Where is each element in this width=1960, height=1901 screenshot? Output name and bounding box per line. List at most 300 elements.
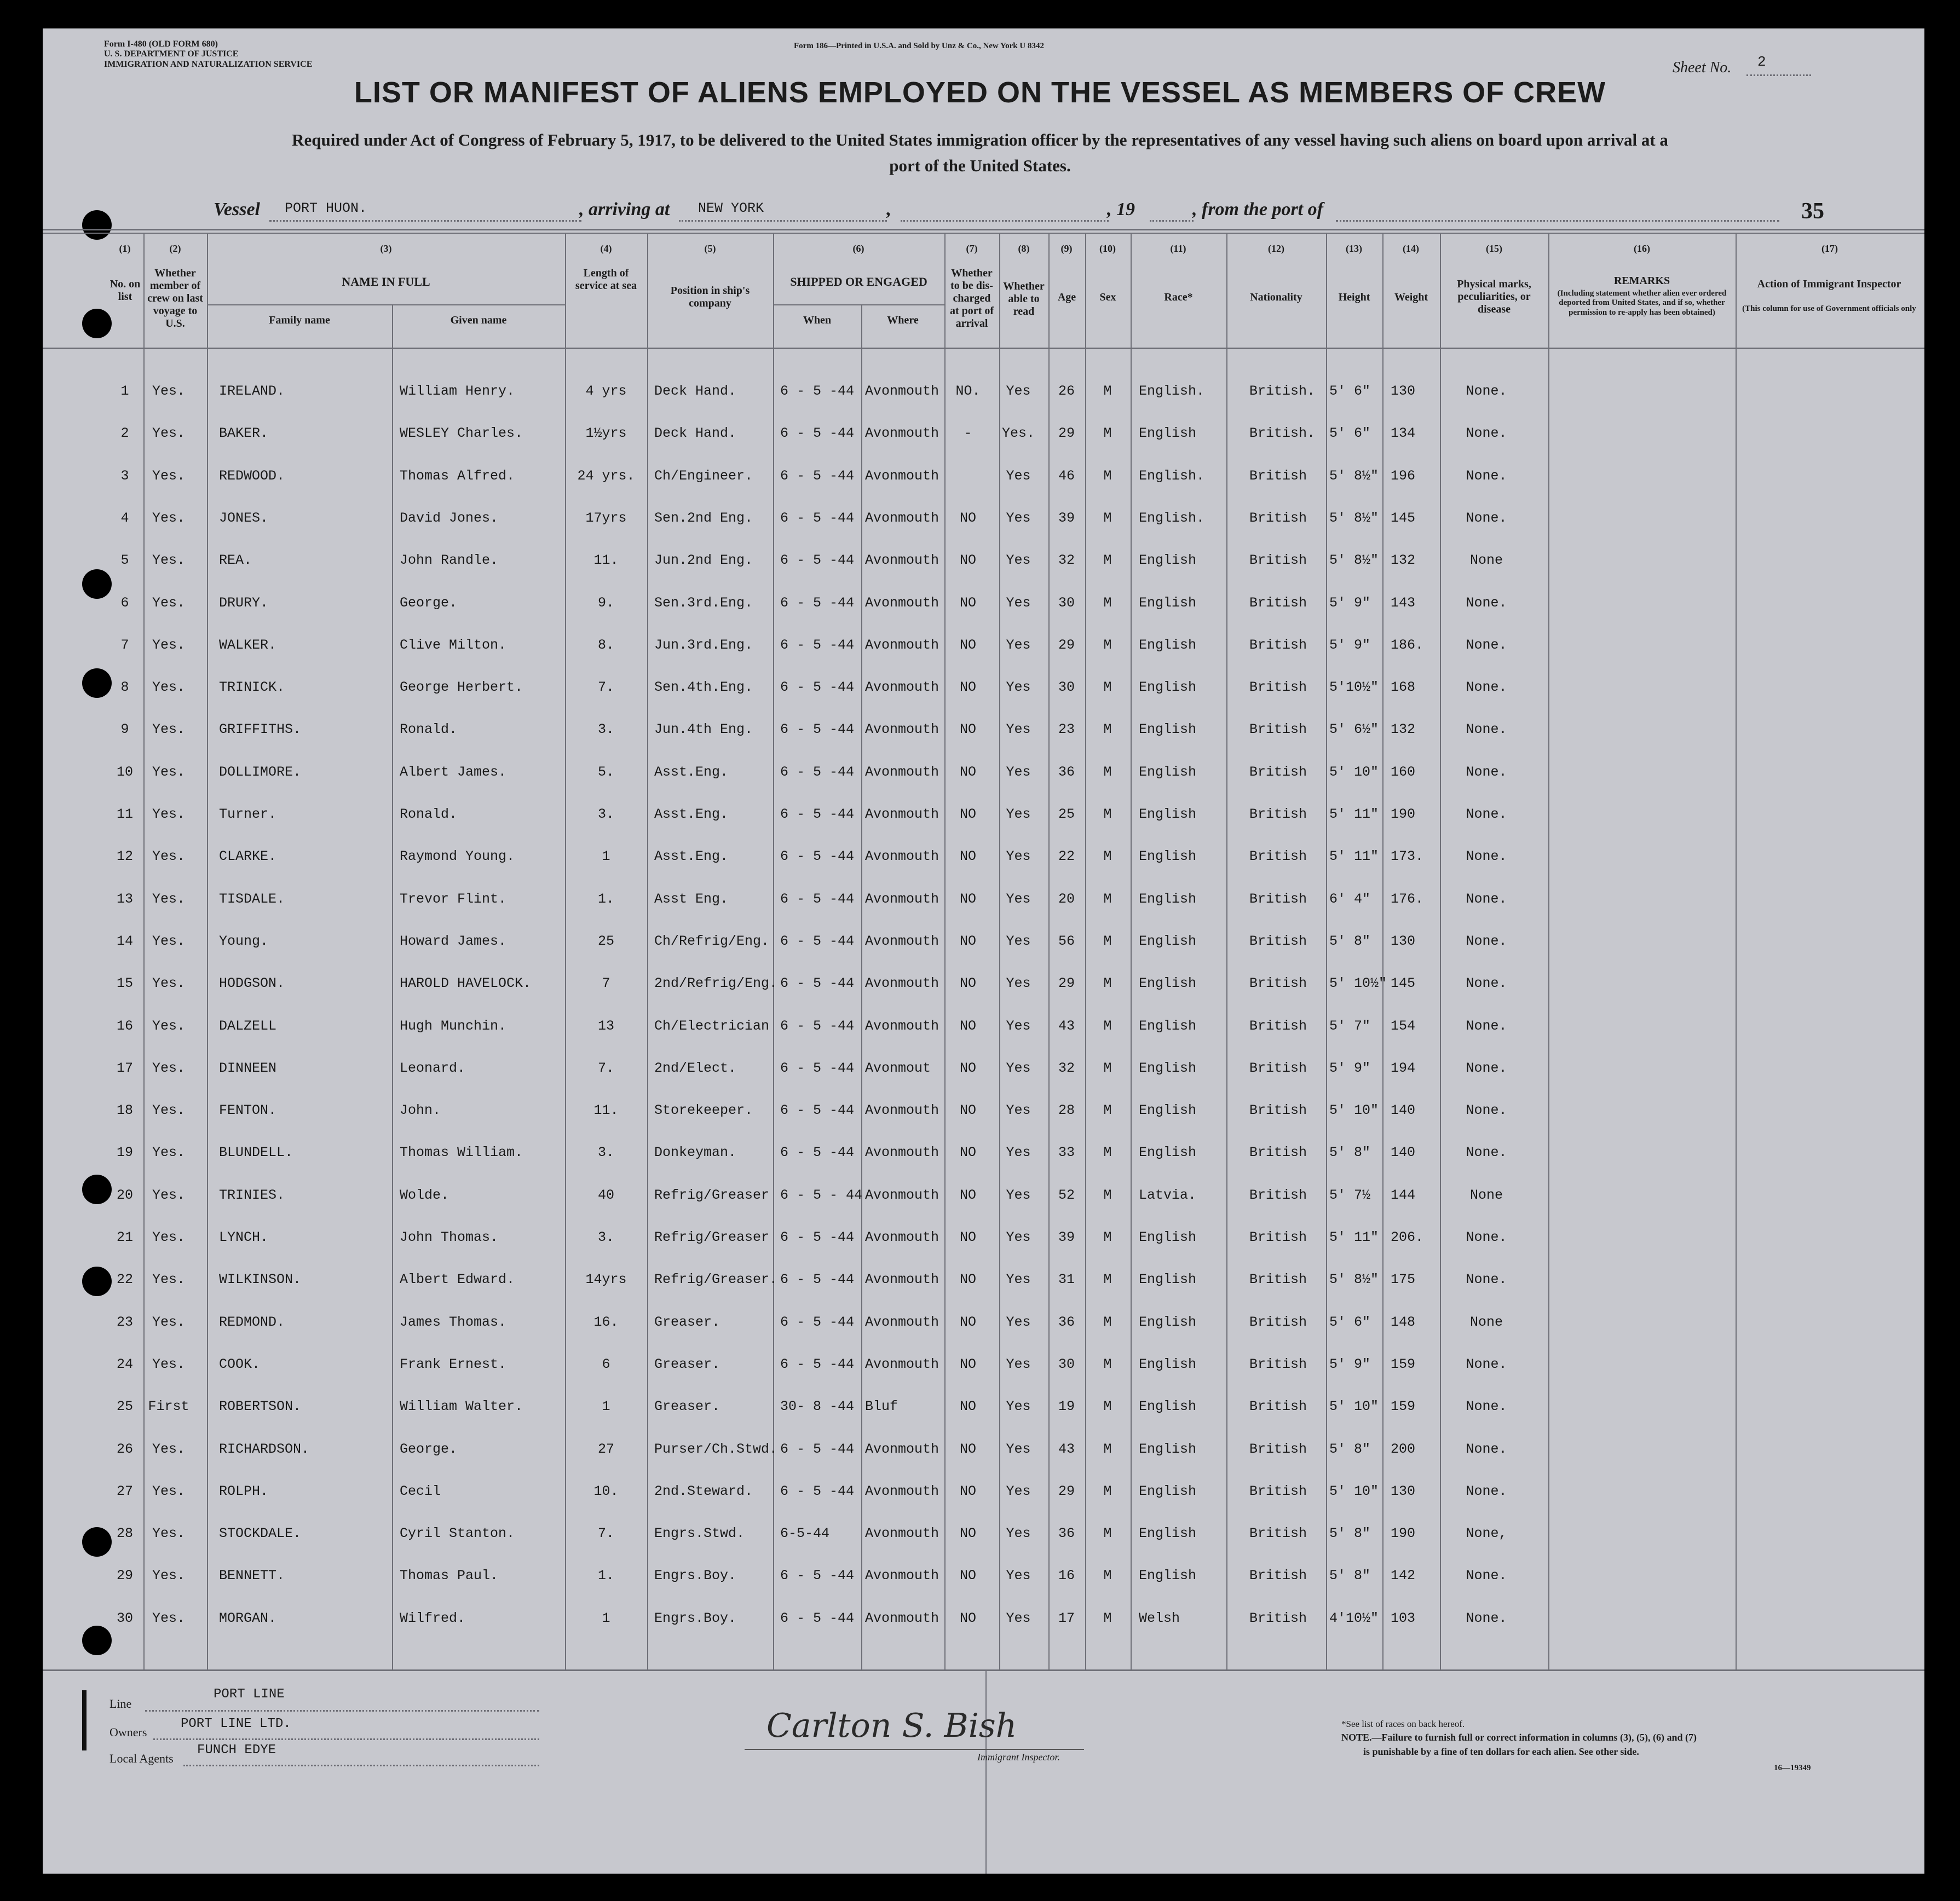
cell-position: Engrs.Boy.	[654, 1568, 737, 1584]
cell-marks: None.	[1466, 595, 1507, 611]
fine-note-2: is punishable by a fine of ten dollars for each alien. See other side.	[1363, 1746, 1639, 1757]
cell-nat: British.	[1249, 425, 1316, 441]
cell-when: 6 - 5 -44	[780, 1356, 855, 1372]
cell-discharge: NO	[959, 510, 977, 526]
cell-marks: None.	[1466, 1145, 1507, 1160]
cell-service: 25	[597, 933, 615, 949]
cell-read: Yes	[1006, 1314, 1031, 1330]
cell-read: Yes	[1006, 637, 1031, 653]
col-line	[1382, 233, 1383, 1669]
cell-weight: 159	[1391, 1356, 1416, 1372]
cell-family: COOK.	[219, 1356, 261, 1372]
cell-position: Refrig/Greaser.	[654, 1272, 778, 1287]
cell-no: 29	[116, 1568, 134, 1584]
col-line	[1226, 233, 1227, 1669]
cell-when: 6 - 5 -44	[780, 1610, 855, 1626]
cell-where: Avonmouth	[865, 595, 939, 611]
cell-race: English	[1139, 1568, 1197, 1584]
cell-weight: 168	[1391, 679, 1416, 695]
cell-when: 6 - 5 -44	[780, 383, 855, 399]
cell-weight: 132	[1391, 721, 1416, 737]
cell-prev: Yes.	[152, 637, 186, 653]
footer-bracket	[82, 1690, 87, 1750]
column-number: (4)	[600, 243, 612, 254]
cell-position: Asst Eng.	[654, 891, 729, 907]
cell-race: English	[1139, 764, 1197, 780]
cell-height: 5' 8"	[1329, 1568, 1371, 1584]
cell-no: 18	[116, 1102, 134, 1118]
cell-discharge: NO	[959, 975, 977, 991]
cell-position: Greaser.	[654, 1314, 720, 1330]
cell-service: 1½yrs	[585, 425, 627, 441]
cell-age: 39	[1058, 510, 1075, 526]
cell-where: Avonmouth	[865, 1441, 939, 1457]
cell-height: 6' 4"	[1329, 891, 1371, 907]
signature-line	[745, 1749, 1084, 1750]
cell-discharge: NO	[959, 552, 977, 568]
cell-read: Yes	[1006, 595, 1031, 611]
cell-race: English	[1139, 1272, 1197, 1287]
cell-race: Latvia.	[1139, 1187, 1197, 1203]
cell-no: 27	[116, 1483, 134, 1499]
cell-nat: British	[1249, 1441, 1307, 1457]
cell-family: DOLLIMORE.	[219, 764, 302, 780]
cell-weight: 132	[1391, 552, 1416, 568]
cell-family: LYNCH.	[219, 1229, 269, 1245]
cell-position: Ch/Engineer.	[654, 468, 753, 484]
cell-weight: 175	[1391, 1272, 1416, 1287]
cell-position: Sen.2nd Eng.	[654, 510, 753, 526]
col-line	[1440, 233, 1441, 1669]
cell-when: 6 - 5 -44	[780, 1102, 855, 1118]
punch-hole	[82, 309, 112, 338]
cell-family: WILKINSON.	[219, 1272, 302, 1287]
cell-service: 3.	[597, 1229, 615, 1245]
cell-sex: M	[1103, 1187, 1112, 1203]
cell-position: Purser/Ch.Stwd.	[654, 1441, 778, 1457]
cell-height: 5' 11"	[1329, 1229, 1379, 1245]
col-header-service: Length of service at sea	[575, 267, 637, 292]
cell-discharge: NO	[959, 1356, 977, 1372]
cell-no: 13	[116, 891, 134, 907]
cell-discharge: NO	[959, 933, 977, 949]
cell-family: JONES.	[219, 510, 269, 526]
cell-family: RICHARDSON.	[219, 1441, 310, 1457]
cell-prev: Yes.	[152, 1610, 186, 1626]
cell-discharge: -	[964, 425, 972, 441]
cell-discharge: NO	[959, 1483, 977, 1499]
cell-where: Avonmouth	[865, 552, 939, 568]
cell-no: 19	[116, 1145, 134, 1160]
cell-race: English	[1139, 552, 1197, 568]
punch-hole	[82, 1626, 112, 1655]
cell-race: English	[1139, 1441, 1197, 1457]
cell-nat: British	[1249, 637, 1307, 653]
cell-race: English	[1139, 1526, 1197, 1541]
cell-given: Ronald.	[400, 721, 458, 737]
department: U. S. DEPARTMENT OF JUSTICE	[104, 49, 239, 59]
cell-race: English	[1139, 1399, 1197, 1414]
cell-read: Yes	[1006, 848, 1031, 864]
cell-when: 6 - 5 -44	[780, 595, 855, 611]
cell-age: 29	[1058, 425, 1075, 441]
cell-prev: Yes.	[152, 848, 186, 864]
table-top-rule-2	[43, 233, 1924, 234]
cell-given: John.	[400, 1102, 441, 1118]
cell-position: Refrig/Greaser	[654, 1229, 770, 1245]
cell-family: DRURY.	[219, 595, 269, 611]
cell-read: Yes	[1006, 1356, 1031, 1372]
cell-nat: British	[1249, 1610, 1307, 1626]
cell-family: CLARKE.	[219, 848, 277, 864]
cell-sex: M	[1103, 933, 1112, 949]
cell-given: Wilfred.	[400, 1610, 466, 1626]
cell-prev: Yes.	[152, 1060, 186, 1076]
cell-weight: 145	[1391, 975, 1416, 991]
cell-marks: None.	[1466, 1568, 1507, 1584]
cell-weight: 160	[1391, 764, 1416, 780]
cell-race: English	[1139, 595, 1197, 611]
cell-age: 28	[1058, 1102, 1075, 1118]
cell-prev: Yes.	[152, 933, 186, 949]
cell-service: 7.	[597, 1060, 615, 1076]
cell-family: REA.	[219, 552, 252, 568]
cell-nat: British	[1249, 1526, 1307, 1541]
cell-height: 5' 6"	[1329, 383, 1371, 399]
cell-prev: Yes.	[152, 1187, 186, 1203]
cell-age: 52	[1058, 1187, 1075, 1203]
col-header-family: Family name	[269, 314, 330, 326]
cell-service: 3.	[597, 721, 615, 737]
cell-prev: Yes.	[152, 1526, 186, 1541]
year-line	[1150, 220, 1194, 222]
col-header-action: Action of Immigrant Inspector	[1757, 278, 1901, 290]
col-header-shipped: SHIPPED OR ENGAGED	[790, 275, 927, 288]
cell-service: 3.	[597, 806, 615, 822]
cell-given: Thomas Alfred.	[400, 468, 515, 484]
cell-position: Deck Hand.	[654, 425, 737, 441]
cell-nat: British	[1249, 806, 1307, 822]
cell-when: 6 - 5 -44	[780, 721, 855, 737]
cell-nat: British	[1249, 1568, 1307, 1584]
cell-discharge: NO	[959, 1441, 977, 1457]
cell-service: 40	[597, 1187, 615, 1203]
cell-no: 30	[116, 1610, 134, 1626]
cell-age: 29	[1058, 975, 1075, 991]
cell-given: Clive Milton.	[400, 637, 507, 653]
printer-line: Form 186—Printed in U.S.A. and Sold by Unz & Co., New York U 8342	[794, 42, 1044, 50]
cell-service: 4 yrs	[585, 383, 627, 399]
cell-no: 12	[116, 848, 134, 864]
cell-height: 5' 6"	[1329, 425, 1371, 441]
col-line	[143, 233, 145, 1669]
cell-sex: M	[1103, 891, 1112, 907]
cell-given: HAROLD HAVELOCK.	[400, 975, 532, 991]
manifest-subtitle-2: port of the United States.	[889, 156, 1071, 175]
cell-where: Avonmouth	[865, 1483, 939, 1499]
cell-family: BAKER.	[219, 425, 269, 441]
cell-prev: Yes.	[152, 721, 186, 737]
cell-discharge: NO	[959, 806, 977, 822]
cell-age: 33	[1058, 1145, 1075, 1160]
cell-no: 21	[116, 1229, 134, 1245]
cell-weight: 190	[1391, 1526, 1416, 1541]
inspector-signature: Carlton S. Bish	[766, 1707, 1017, 1745]
col-line	[392, 304, 393, 1669]
cell-read: Yes	[1006, 468, 1031, 484]
cell-race: English	[1139, 1018, 1197, 1034]
cell-sex: M	[1103, 848, 1112, 864]
cell-race: English.	[1139, 468, 1205, 484]
cell-when: 30- 8 -44	[780, 1399, 855, 1414]
column-number: (17)	[1821, 243, 1838, 254]
cell-given: WESLEY Charles.	[400, 425, 523, 441]
cell-marks: None	[1469, 552, 1503, 568]
cell-service: 14yrs	[585, 1272, 627, 1287]
cell-read: Yes	[1006, 1145, 1031, 1160]
cell-family: GRIFFITHS.	[219, 721, 302, 737]
cell-sex: M	[1103, 1060, 1112, 1076]
cell-sex: M	[1103, 1399, 1112, 1414]
cell-weight: 196	[1391, 468, 1416, 484]
cell-position: Greaser.	[654, 1399, 720, 1414]
col-line	[1326, 233, 1327, 1669]
cell-marks: None.	[1466, 721, 1507, 737]
cell-read: Yes.	[1001, 425, 1035, 441]
cell-race: English	[1139, 637, 1197, 653]
cell-race: English	[1139, 1102, 1197, 1118]
cell-discharge: NO.	[955, 383, 981, 399]
cell-read: Yes	[1006, 1610, 1031, 1626]
cell-prev: Yes.	[152, 1018, 186, 1034]
cell-height: 5' 6½"	[1329, 721, 1379, 737]
cell-weight: 144	[1391, 1187, 1416, 1203]
cell-weight: 140	[1391, 1102, 1416, 1118]
col-header-given: Given name	[450, 314, 507, 326]
cell-position: Greaser.	[654, 1356, 720, 1372]
cell-where: Avonmouth	[865, 1356, 939, 1372]
cell-where: Avonmouth	[865, 1610, 939, 1626]
cell-weight: 142	[1391, 1568, 1416, 1584]
cell-discharge: NO	[959, 637, 977, 653]
cell-position: Engrs.Boy.	[654, 1610, 737, 1626]
cell-family: BENNETT.	[219, 1568, 285, 1584]
cell-where: Avonmouth	[865, 637, 939, 653]
col-line	[1548, 233, 1549, 1669]
cell-no: 25	[116, 1399, 134, 1414]
cell-read: Yes	[1006, 383, 1031, 399]
cell-height: 5' 8"	[1329, 1526, 1371, 1541]
cell-read: Yes	[1006, 510, 1031, 526]
cell-where: Avonmouth	[865, 1018, 939, 1034]
col-line	[1131, 233, 1132, 1669]
cell-prev: Yes.	[152, 891, 186, 907]
cell-marks: None.	[1466, 1399, 1507, 1414]
cell-no: 8	[120, 679, 129, 695]
col-line	[861, 304, 862, 1669]
cell-position: Jun.3rd.Eng.	[654, 637, 753, 653]
cell-age: 39	[1058, 1229, 1075, 1245]
cell-weight: 176.	[1391, 891, 1424, 907]
sheet-number: 2	[1757, 54, 1766, 70]
inspector-label: Immigrant Inspector.	[977, 1752, 1060, 1763]
cell-where: Avonmouth	[865, 1145, 939, 1160]
cell-when: 6 - 5 -44	[780, 975, 855, 991]
cell-no: 7	[120, 637, 129, 653]
cell-age: 36	[1058, 1526, 1075, 1541]
races-note: *See list of races on back hereof.	[1341, 1719, 1465, 1729]
cell-age: 56	[1058, 933, 1075, 949]
col-header-sex: Sex	[1099, 291, 1116, 303]
cell-service: 7.	[597, 1526, 615, 1541]
cell-service: 24 yrs.	[577, 468, 635, 484]
owners-rule	[153, 1738, 539, 1740]
cell-marks: None.	[1466, 637, 1507, 653]
cell-family: DINNEEN	[219, 1060, 277, 1076]
cell-prev: Yes.	[152, 595, 186, 611]
cell-age: 29	[1058, 1483, 1075, 1499]
cell-when: 6 - 5 -44	[780, 637, 855, 653]
from-port-label: , from the port of	[1192, 199, 1323, 219]
cell-family: STOCKDALE.	[219, 1526, 302, 1541]
cell-when: 6 - 5 -44	[780, 1229, 855, 1245]
cell-height: 5' 8½"	[1329, 1272, 1379, 1287]
cell-discharge: NO	[959, 1060, 977, 1076]
cell-where: Avonmouth	[865, 1568, 939, 1584]
cell-nat: British	[1249, 848, 1307, 864]
cell-sex: M	[1103, 679, 1112, 695]
cell-sex: M	[1103, 552, 1112, 568]
line-rule	[145, 1710, 539, 1712]
cell-family: MORGAN.	[219, 1610, 277, 1626]
cell-no: 5	[120, 552, 129, 568]
cell-race: English	[1139, 425, 1197, 441]
cell-nat: British	[1249, 1483, 1307, 1499]
cell-discharge: NO	[959, 1102, 977, 1118]
cell-when: 6 - 5 -44	[780, 891, 855, 907]
punch-hole	[82, 1527, 112, 1557]
table-bottom-rule	[43, 1669, 1924, 1671]
cell-marks: None.	[1466, 1229, 1507, 1245]
cell-service: 1.	[597, 1568, 615, 1584]
arriving-label: , arriving at	[579, 199, 670, 219]
col-header-marks: Physical marks, peculiarities, or disease	[1457, 278, 1531, 315]
column-number: (7)	[966, 243, 978, 254]
cell-given: Albert James.	[400, 764, 507, 780]
cell-height: 5' 10"	[1329, 764, 1379, 780]
cell-read: Yes	[1006, 1060, 1031, 1076]
cell-service: 10.	[593, 1483, 619, 1499]
cell-weight: 145	[1391, 510, 1416, 526]
cell-weight: 130	[1391, 383, 1416, 399]
cell-where: Avonmouth	[865, 848, 939, 864]
date-line	[901, 220, 1109, 222]
cell-position: Ch/Electrician	[654, 1018, 770, 1034]
cell-discharge: NO	[959, 1145, 977, 1160]
cell-age: 36	[1058, 1314, 1075, 1330]
cell-discharge: NO	[959, 1018, 977, 1034]
cell-position: Sen.3rd.Eng.	[654, 595, 753, 611]
cell-no: 4	[120, 510, 129, 526]
shipped-subheader-rule	[773, 304, 944, 305]
column-number: (8)	[1018, 243, 1030, 254]
cell-weight: 200	[1391, 1441, 1416, 1457]
cell-where: Avonmouth	[865, 1526, 939, 1541]
col-header-no: No. on list	[109, 278, 141, 303]
cell-no: 28	[116, 1526, 134, 1541]
cell-given: Leonard.	[400, 1060, 466, 1076]
cell-height: 5' 11"	[1329, 806, 1379, 822]
cell-nat: British	[1249, 721, 1307, 737]
column-number: (15)	[1486, 243, 1502, 254]
cell-sex: M	[1103, 1145, 1112, 1160]
cell-nat: British	[1249, 1314, 1307, 1330]
cell-family: TRINIES.	[219, 1187, 285, 1203]
cell-weight: 186.	[1391, 637, 1424, 653]
cell-position: Deck Hand.	[654, 383, 737, 399]
col-header-action-note: (This column for use of Government officials only	[1742, 304, 1916, 313]
cell-age: 46	[1058, 468, 1075, 484]
cell-sex: M	[1103, 595, 1112, 611]
cell-read: Yes	[1006, 1229, 1031, 1245]
cell-age: 29	[1058, 637, 1075, 653]
comma-sep: ,	[886, 199, 891, 219]
cell-service: 7	[602, 975, 610, 991]
cell-sex: M	[1103, 1102, 1112, 1118]
col-header-nationality: Nationality	[1250, 291, 1302, 303]
cell-height: 5' 8"	[1329, 1441, 1371, 1457]
cell-prev: Yes.	[152, 552, 186, 568]
owners-value: PORT LINE LTD.	[181, 1717, 291, 1731]
cell-nat: British	[1249, 679, 1307, 695]
cell-no: 26	[116, 1441, 134, 1457]
vessel-label: Vessel	[214, 199, 260, 219]
cell-position: Storekeeper.	[654, 1102, 753, 1118]
cell-given: George Herbert.	[400, 679, 523, 695]
cell-weight: 103	[1391, 1610, 1416, 1626]
column-number: (12)	[1268, 243, 1284, 254]
cell-height: 5' 6"	[1329, 1314, 1371, 1330]
cell-given: Albert Edward.	[400, 1272, 515, 1287]
cell-prev: Yes.	[152, 1356, 186, 1372]
cell-age: 32	[1058, 1060, 1075, 1076]
cell-weight: 206.	[1391, 1229, 1424, 1245]
agents-value: FUNCH EDYE	[197, 1743, 276, 1758]
cell-race: English	[1139, 1060, 1197, 1076]
cell-read: Yes	[1006, 1018, 1031, 1034]
cell-height: 5' 10"	[1329, 1102, 1379, 1118]
cell-given: Frank Ernest.	[400, 1356, 507, 1372]
cell-sex: M	[1103, 383, 1112, 399]
cell-given: William Henry.	[400, 383, 515, 399]
cell-sex: M	[1103, 1610, 1112, 1626]
cell-prev: First	[148, 1399, 189, 1414]
cell-age: 43	[1058, 1441, 1075, 1457]
punch-hole	[82, 1267, 112, 1296]
cell-read: Yes	[1006, 679, 1031, 695]
cell-family: DALZELL	[219, 1018, 277, 1034]
col-header-race: Race*	[1164, 291, 1193, 303]
cell-age: 22	[1058, 848, 1075, 864]
cell-when: 6 - 5 -44	[780, 552, 855, 568]
cell-prev: Yes.	[152, 383, 186, 399]
cell-marks: None.	[1466, 1018, 1507, 1034]
cell-discharge: NO	[959, 679, 977, 695]
cell-no: 22	[116, 1272, 134, 1287]
cell-no: 14	[116, 933, 134, 949]
cell-weight: 130	[1391, 1483, 1416, 1499]
form-code: 16—19349	[1774, 1764, 1811, 1772]
